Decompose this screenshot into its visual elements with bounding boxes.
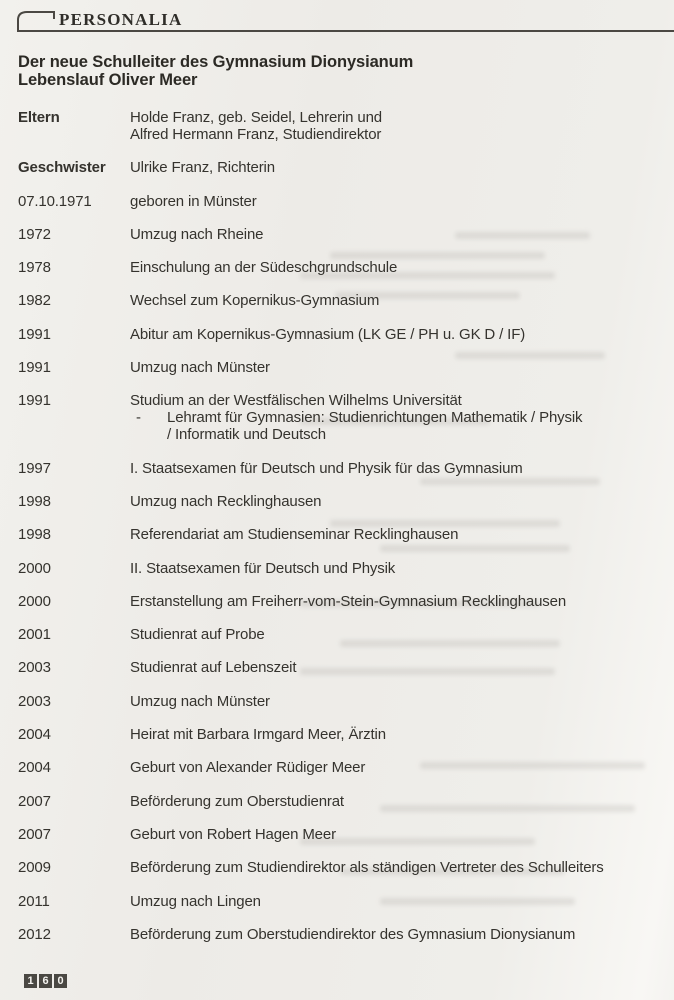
cv-row-label: 1978 bbox=[18, 259, 51, 277]
cv-row-label: 1998 bbox=[18, 492, 51, 510]
cv-row-studium bbox=[18, 392, 672, 443]
page-number-digit: 0 bbox=[54, 974, 67, 988]
cv-row-text: Umzug nach Münster bbox=[130, 692, 270, 710]
cv-row-label: Eltern bbox=[18, 109, 60, 126]
cv-row bbox=[18, 659, 672, 676]
page-number bbox=[24, 974, 67, 988]
cv-row-text: Abitur am Kopernikus-Gymnasium (LK GE / PH u. GK D / IF) bbox=[130, 325, 526, 343]
cv-row-text: / Informatik und Deutsch bbox=[167, 426, 326, 444]
cv-row-text: Studienrat auf Probe bbox=[130, 626, 265, 644]
cv-row-label: 1982 bbox=[18, 292, 51, 310]
folder-tab-icon bbox=[17, 10, 57, 32]
cv-row-label: 2003 bbox=[18, 692, 51, 710]
cv-row bbox=[18, 193, 672, 210]
cv-row-text: Holde Franz, geb. Seidel, Lehrerin und bbox=[130, 109, 382, 126]
cv-row-label: 2004 bbox=[18, 759, 51, 777]
header-rule bbox=[17, 30, 674, 32]
cv-row-text: Beförderung zum Oberstudienrat bbox=[130, 792, 344, 810]
cv-row-label: 2012 bbox=[18, 925, 51, 943]
cv-row-label: 1991 bbox=[18, 359, 51, 377]
cv-row-geschwister bbox=[18, 159, 672, 176]
cv-row bbox=[18, 493, 672, 510]
cv-row bbox=[18, 526, 672, 543]
cv-row-label: 2000 bbox=[18, 592, 51, 610]
article-title-line2: Lebenslauf Oliver Meer bbox=[18, 70, 198, 89]
cv-row-text: Umzug nach Lingen bbox=[130, 892, 261, 910]
cv-row bbox=[18, 560, 672, 577]
article-title bbox=[18, 54, 413, 89]
cv-row-text: Beförderung zum Studiendirektor als ständigen Vertreter des Schulleiters bbox=[130, 859, 604, 877]
cv-row-content bbox=[130, 392, 672, 443]
article-title-line1: Der neue Schulleiter des Gymnasium Dionysianum bbox=[18, 53, 414, 71]
bullet-dash: - bbox=[136, 409, 141, 427]
cv-row bbox=[18, 726, 672, 743]
cv-row-text: Referendariat am Studienseminar Recklinghausen bbox=[130, 526, 459, 544]
cv-row-text: Geburt von Robert Hagen Meer bbox=[130, 825, 336, 843]
cv-row bbox=[18, 259, 672, 276]
page-number-digit: 6 bbox=[39, 974, 52, 988]
cv-row-text: Ulrike Franz, Richterin bbox=[130, 159, 275, 177]
cv-row-text: Einschulung an der Südeschgrundschule bbox=[130, 259, 398, 277]
cv-row-label: 2007 bbox=[18, 825, 51, 843]
cv-row-text: Erstanstellung am Freiherr-vom-Stein-Gymnasium Recklinghausen bbox=[130, 592, 567, 610]
cv-row bbox=[18, 793, 672, 810]
cv-row-label: 1972 bbox=[18, 225, 51, 243]
cv-list bbox=[18, 109, 672, 959]
cv-row-text: geboren in Münster bbox=[130, 192, 257, 210]
cv-row bbox=[18, 859, 672, 876]
cv-row-text: Alfred Hermann Franz, Studiendirektor bbox=[130, 126, 382, 143]
cv-row-content bbox=[130, 109, 672, 143]
cv-row-text: Geburt von Alexander Rüdiger Meer bbox=[130, 759, 366, 777]
cv-row-label: 2003 bbox=[18, 659, 51, 677]
cv-row bbox=[18, 359, 672, 376]
cv-row-label: 1997 bbox=[18, 459, 51, 477]
cv-row-label: 2001 bbox=[18, 626, 51, 644]
cv-row bbox=[18, 626, 672, 643]
cv-row bbox=[18, 826, 672, 843]
cv-row-text: Studienrat auf Lebenszeit bbox=[130, 659, 297, 677]
page-number-digit: 1 bbox=[24, 974, 37, 988]
cv-row-text: Umzug nach Münster bbox=[130, 359, 270, 377]
cv-row-text: Umzug nach Recklinghausen bbox=[130, 492, 322, 510]
cv-row bbox=[18, 759, 672, 776]
cv-row bbox=[18, 926, 672, 943]
cv-row-label: 2000 bbox=[18, 559, 51, 577]
cv-row-text: Wechsel zum Kopernikus-Gymnasium bbox=[130, 292, 380, 310]
cv-row-label: 1998 bbox=[18, 526, 51, 544]
cv-row bbox=[18, 226, 672, 243]
cv-row-label: 1991 bbox=[18, 392, 51, 410]
cv-row bbox=[18, 693, 672, 710]
cv-row-text: Umzug nach Rheine bbox=[130, 225, 264, 243]
cv-row-label: Geschwister bbox=[18, 159, 106, 177]
cv-row bbox=[18, 460, 672, 477]
cv-row bbox=[18, 893, 672, 910]
cv-row-text: Studium an der Westfälischen Wilhelms Universität bbox=[130, 392, 462, 410]
section-label: PERSONALIA bbox=[59, 10, 183, 29]
cv-row-label: 2011 bbox=[18, 892, 50, 910]
cv-row-label: 1991 bbox=[18, 325, 51, 343]
cv-row bbox=[18, 593, 672, 610]
cv-row-label: 2007 bbox=[18, 792, 51, 810]
cv-row-text: I. Staatsexamen für Deutsch und Physik für das Gymnasium bbox=[130, 459, 523, 477]
cv-row bbox=[18, 326, 672, 343]
cv-row-text: II. Staatsexamen für Deutsch und Physik bbox=[130, 559, 396, 577]
cv-row-label: 2004 bbox=[18, 726, 51, 744]
cv-row-text: Beförderung zum Oberstudiendirektor des Gymnasium Dionysianum bbox=[130, 925, 576, 943]
cv-row-label: 07.10.1971 bbox=[18, 192, 92, 210]
cv-row bbox=[18, 292, 672, 309]
cv-row-bullet-line bbox=[130, 409, 672, 426]
cv-row-text: Lehramt für Gymnasien: Studienrichtungen Mathematik / Physik bbox=[167, 409, 583, 427]
cv-row-text: Heirat mit Barbara Irmgard Meer, Ärztin bbox=[130, 726, 386, 744]
cv-row-eltern bbox=[18, 109, 672, 143]
cv-row-label: 2009 bbox=[18, 859, 51, 877]
